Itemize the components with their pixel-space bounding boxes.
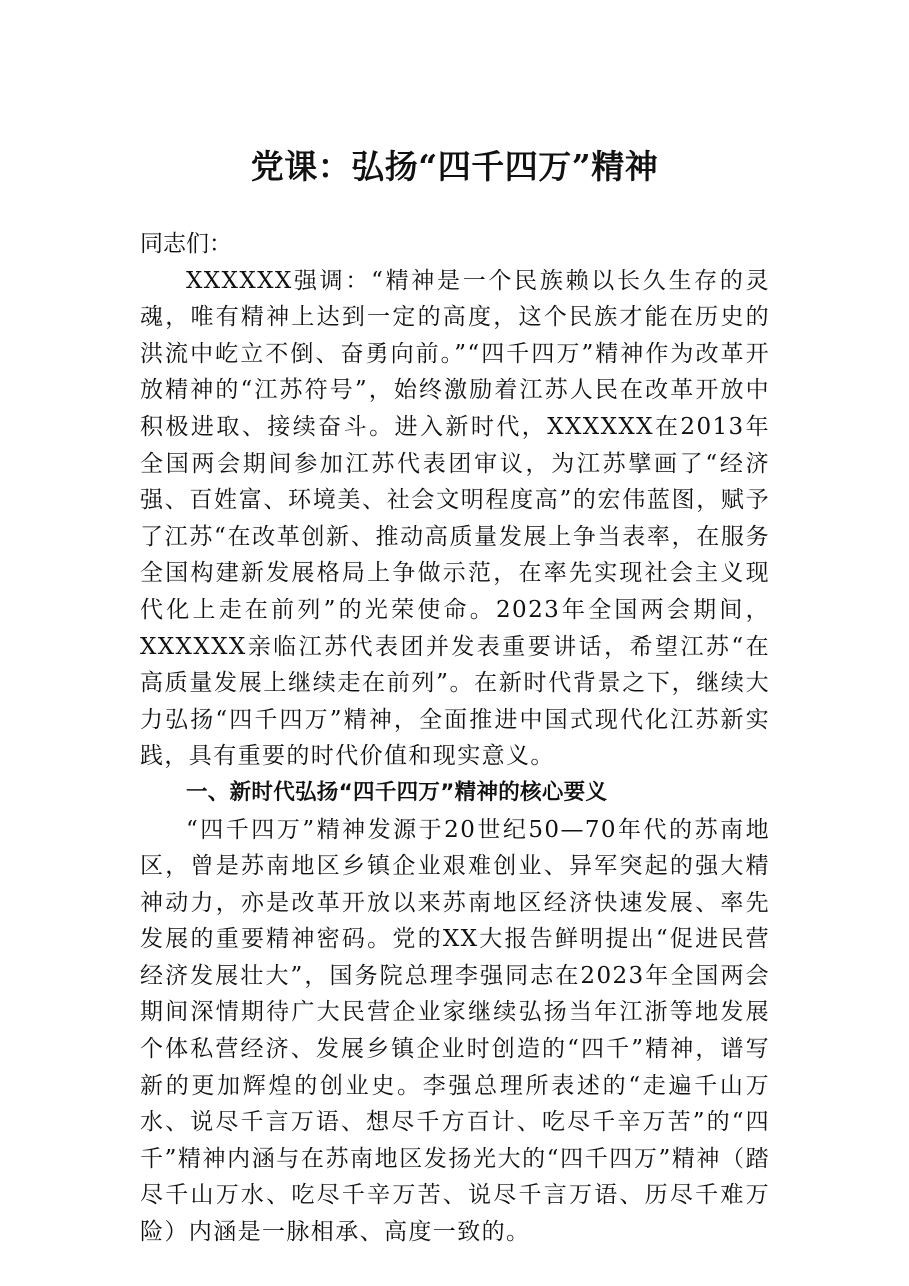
document-title: 党课：弘扬“四千四万”精神 [250, 147, 659, 186]
intro-paragraph: XXXXXX强调：“精神是一个民族赖以长久生存的灵魂，唯有精神上达到一定的高度，这个民族才能在历史的洪流中屹立不倒、奋勇向前。”“四千四万”精神作为改革开放精神的“江苏符号”，始终激励着江苏人民在改革开放中积极进取、接续奋斗。进入新时代，XXXXXX在2013年全国两会期间参加江苏代表团审议，为江苏擘画了“经济强、百姓富、环境美、社会文明程度高”的宏伟蓝图，赋予了江苏“在改革创新、推动高质量发展上争当表率，在服务全国构建新发展格局上争做示范，在率先实现社会主义现代化上走在前列”的光荣使命。2023年全国两会期间，XXXXXX亲临江苏代表团并发表重要讲话，希望江苏“在高质量发展上继续走在前列”。在新时代背景之下，继续大力弘扬“四千四万”精神，全面推进中国式现代化江苏新实践，具有重要的时代价值和现实意义。 [140, 267, 770, 770]
section-paragraph: “四千四万”精神发源于20世纪50—70年代的苏南地区，曾是苏南地区乡镇企业艰难创业、异军突起的强大精神动力，亦是改革开放以来苏南地区经济快速发展、率先发展的重要精神密码。党的XX大报告鲜明提出“促进民营经济发展壮大”，国务院总理李强同志在2023年全国两会期间深情期待广大民营企业家继续弘扬当年江浙等地发展个体私营经济、发展乡镇企业时创造的“四千”精神，谱写新的更加辉煌的创业史。李强总理所表述的“走遍千山万水、说尽千言万语、想尽千方百计、吃尽千辛万苦”的“四千”精神内涵与在苏南地区发扬光大的“四千四万”精神（踏尽千山万水、吃尽千辛万苦、说尽千言万语、历尽千难万险）内涵是一脉相承、高度一致的。 [140, 816, 770, 1246]
document-body [140, 226, 770, 1251]
section-heading: 一、新时代弘扬“四千四万”精神的核心要义 [186, 779, 608, 805]
salutation: 同志们： [140, 231, 232, 257]
